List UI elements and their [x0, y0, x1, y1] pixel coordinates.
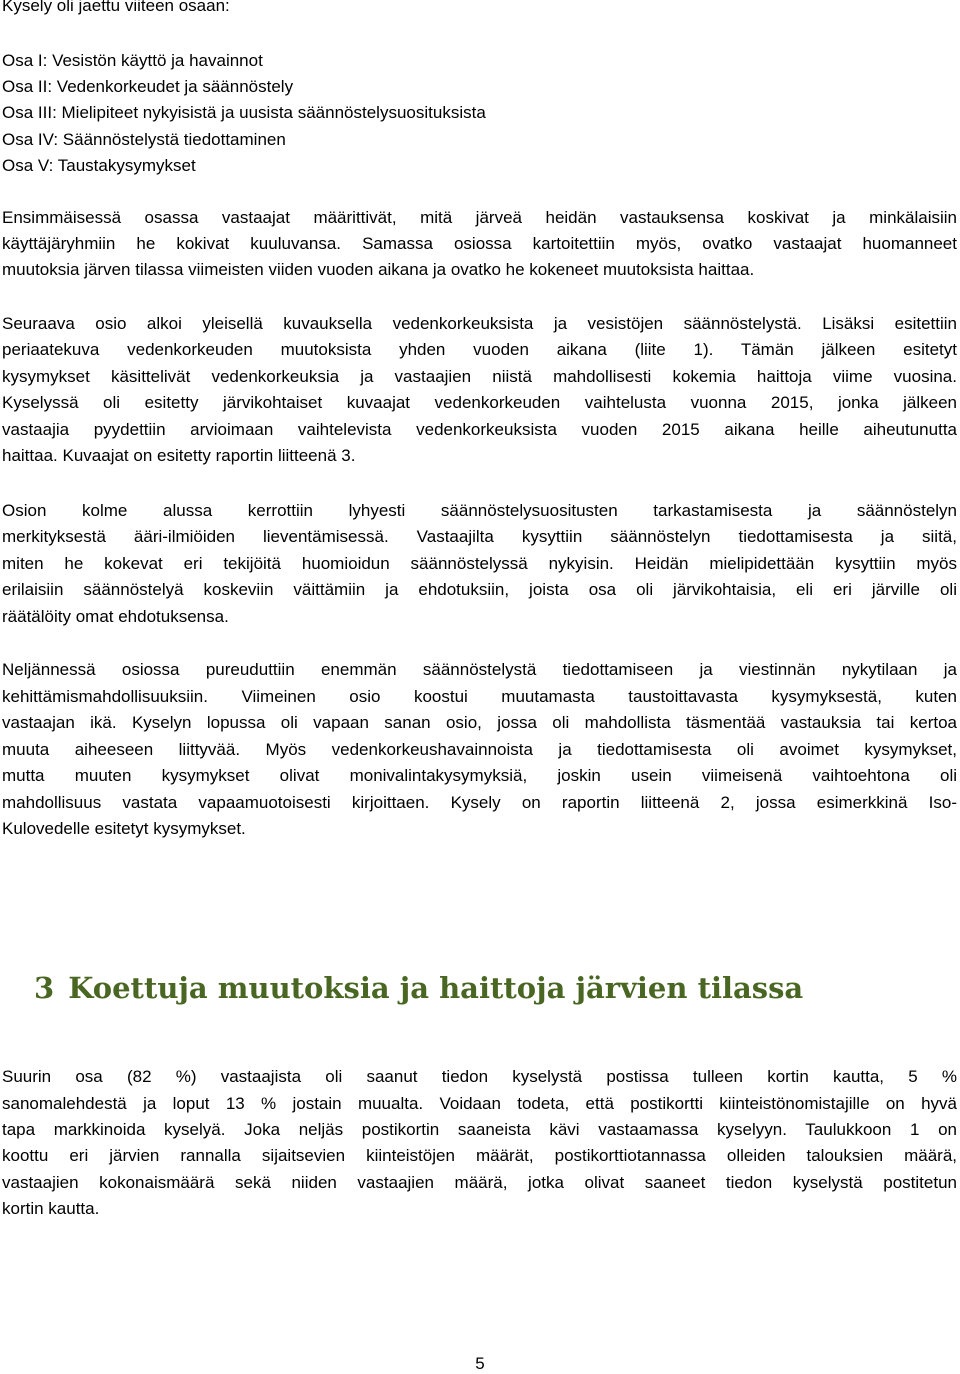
intro-line: Kysely oli jaettu viiteen osaan:	[2, 0, 230, 15]
paragraph-2-line: Seuraava osio alkoi yleisellä kuvauksella vedenkorkeuksista ja vesistöjen säännöstelystä. Lisäksi esitettiin	[2, 314, 957, 333]
paragraph-3-line: merkityksestä ääri-ilmiöiden lieventämisessä. Vastaajilta kysyttiin säännöstelyn tiedottamisesta ja siitä,	[2, 527, 957, 546]
paragraph-1-line: käyttäjäryhmiin he kokivat kuuluvansa. Samassa osiossa kartoitettiin myös, ovatko vastaajat huomanneet	[2, 234, 957, 253]
paragraph-3-line: miten he kokevat eri tekijöitä huomioidun säännöstelyssä nykyisin. Heidän mielipidettään kysyttiin myös	[2, 554, 957, 573]
section-heading-title: Koettuja muutoksia ja haittoja järvien tilassa	[68, 971, 804, 1005]
paragraph-4-line: Kulovedelle esitetyt kysymykset.	[2, 819, 246, 838]
section-heading-number: 3	[34, 971, 55, 1005]
paragraph-5-line: Suurin osa (82 %) vastaajista oli saanut tiedon kyselystä postissa tulleen kortin kautta, 5 %	[2, 1067, 957, 1086]
paragraph-4-line: Neljännessä osiossa pureuduttiin enemmän säännöstelystä tiedottamiseen ja viestinnän nykytilaan ja	[2, 660, 957, 679]
paragraph-2-line: kysymykset käsittelivät vedenkorkeuksia ja vastaajien niistä mahdollisesti kokemia haittoja viime vuosina.	[2, 367, 957, 386]
paragraph-2-line: haittaa. Kuvaajat on esitetty raportin liitteenä 3.	[2, 446, 356, 465]
page-number: 5	[475, 1354, 485, 1373]
paragraph-4-line: mutta muuten kysymykset olivat monivalintakysymyksiä, joskin usein viimeisenä vaihtoehtona oli	[2, 766, 957, 785]
section-item-4: Osa IV: Säännöstelystä tiedottaminen	[2, 130, 286, 149]
paragraph-4-line: vastaajan ikä. Kyselyn lopussa oli vapaan sanan osio, jossa oli mahdollista täsmentää vastauksia tai kertoa	[2, 713, 957, 732]
paragraph-3-line: erilaisiin säännöstelyä koskeviin väittämiin ja ehdotuksiin, joista osa oli järvikohtaisia, eli eri järville oli	[2, 580, 957, 599]
paragraph-2-line: periaatekuva vedenkorkeuden muutoksista yhden vuoden aikana (liite 1). Tämän jälkeen esitetyt	[2, 340, 957, 359]
paragraph-5-line: kortin kautta.	[2, 1199, 100, 1218]
paragraph-4-line: mahdollisuus vastata vapaamuotoisesti kirjoittaen. Kysely on raportin liitteenä 2, jossa esimerkkinä Iso-	[2, 793, 957, 812]
paragraph-1-line: Ensimmäisessä osassa vastaajat määrittivät, mitä järveä heidän vastauksensa koskivat ja minkälaisiin	[2, 208, 957, 227]
section-item-3: Osa III: Mielipiteet nykyisistä ja uusista säännöstelysuosituksista	[2, 103, 486, 122]
paragraph-2-line: Kyselyssä oli esitetty järvikohtaiset kuvaajat vedenkorkeuden vaihtelusta vuonna 2015, jonka jälkeen	[2, 393, 957, 412]
paragraph-5-line: koottu eri järvien rannalla sijaitsevien kiinteistöjen määrät, postikorttiotannassa olleiden talouksien määrä,	[2, 1146, 957, 1165]
paragraph-4-line: muuta aiheeseen liittyvää. Myös vedenkorkeushavainnoista ja tiedottamisesta oli avoimet kysymykset,	[2, 740, 957, 759]
paragraph-2-line: vastaajia pyydettiin arvioimaan vaihtelevista vedenkorkeuksista vuoden 2015 aikana heille aiheutunutta	[2, 420, 957, 439]
paragraph-5-line: tapa markkinoida kyselyä. Joka neljäs postikortin saaneista kävi vastaamassa kyselyyn. Taulukkoon 1 on	[2, 1120, 957, 1139]
paragraph-3-line: Osion kolme alussa kerrottiin lyhyesti säännöstelysuositusten tarkastamisesta ja säännöstelyn	[2, 501, 957, 520]
paragraph-4-line: kehittämismahdollisuuksiin. Viimeinen osio koostui muutamasta taustoittavasta kysymyksestä, kuten	[2, 687, 957, 706]
paragraph-1-line: muutoksia järven tilassa viimeisten viiden vuoden aikana ja ovatko he kokeneet muutoksista haittaa.	[2, 260, 755, 279]
paragraph-5-line: vastaajien kokonaismäärä sekä niiden vastaajien määrä, jotka olivat saaneet tiedon kyselystä postitetun	[2, 1173, 957, 1192]
section-item-1: Osa I: Vesistön käyttö ja havainnot	[2, 51, 263, 70]
section-item-5: Osa V: Taustakysymykset	[2, 156, 196, 175]
paragraph-5-line: sanomalehdestä ja loput 13 % jostain muualta. Voidaan todeta, että postikortti kiinteistönomistajille on hyvä	[2, 1094, 957, 1113]
section-item-2: Osa II: Vedenkorkeudet ja säännöstely	[2, 77, 294, 96]
section-heading	[34, 966, 803, 1010]
paragraph-3-line: räätälöity omat ehdotuksensa.	[2, 607, 229, 626]
